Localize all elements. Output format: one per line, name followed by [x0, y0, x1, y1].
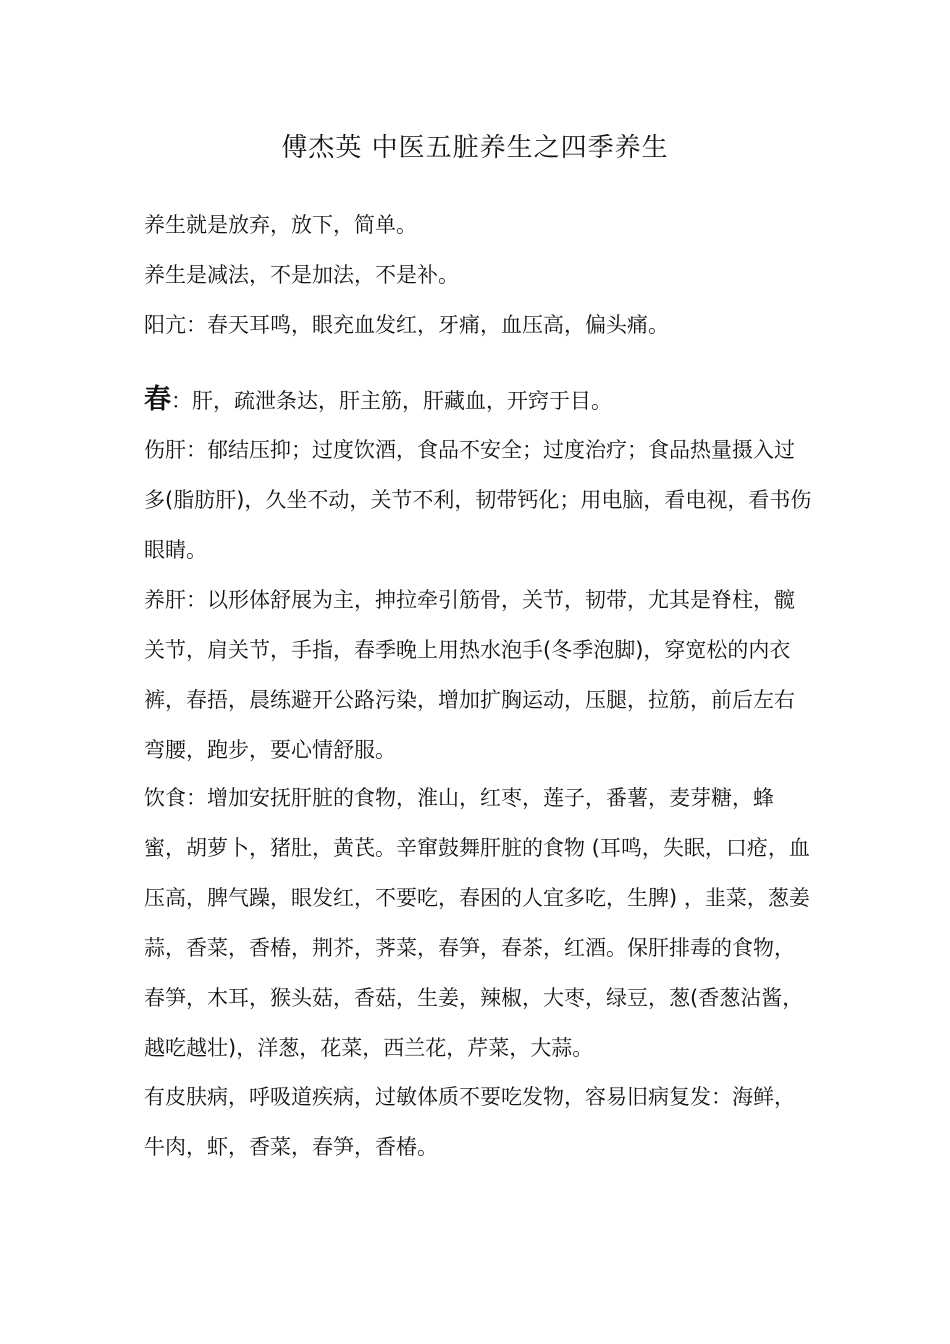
hurt-liver-paragraph: 伤肝：郁结压抑；过度饮酒，食品不安全；过度治疗；食品热量摄入过多(脂肪肝)，久坐不动，关节不利，韧带钙化；用电脑，看电视，看书伤眼睛。: [144, 438, 812, 562]
spring-heading: 春: [144, 384, 171, 415]
allergy-paragraph: 有皮肤病，呼吸道疾病，过敏体质不要吃发物，容易旧病复发：海鲜，牛肉，虾，香菜，春笋，香椿。: [144, 1085, 795, 1159]
spring-heading-paragraph: [144, 375, 812, 426]
intro-line-3: 阳亢：春天耳鸣，眼充血发红，牙痛，血压高，偏头痛。: [144, 313, 669, 337]
diet-paragraph: 饮食：增加安抚肝脏的食物，淮山，红枣，莲子，番薯，麦芽糖，蜂蜜，胡萝卜，猪肚，黄芪。辛窜鼓舞肝脏的食物 (耳鸣，失眠，口疮，血压高，脾气躁，眼发红，不要吃，春困的人宜多吃，生脾) ，韭菜，葱姜蒜，香菜，香椿，荆芥，荠菜，春笋，春茶，红酒。保肝排毒的食物，春笋，木耳，猴头菇，香菇，生姜，辣椒，大枣，绿豆，葱(香葱沾酱，越吃越壮)，洋葱，花菜，西兰花，芹菜，大蒜。: [144, 786, 810, 1060]
nourish-liver-paragraph: 养肝：以形体舒展为主，抻拉牵引筋骨，关节，韧带，尤其是脊柱，髋关节，肩关节，手指，春季晚上用热水泡手(冬季泡脚)，穿宽松的内衣裤，春捂，晨练避开公路污染，增加扩胸运动，压腿，拉筋，前后左右弯腰，跑步，要心情舒服。: [144, 588, 795, 762]
intro-line-1: 养生就是放弃，放下，简单。: [144, 213, 417, 237]
spring-heading-text: ：肝，疏泄条达，肝主筋，肝藏血，开窍于目。: [171, 389, 612, 413]
intro-line-2: 养生是减法，不是加法，不是补。: [144, 263, 459, 287]
document-title: 傅杰英 中医五脏养生之四季养生: [281, 133, 669, 163]
